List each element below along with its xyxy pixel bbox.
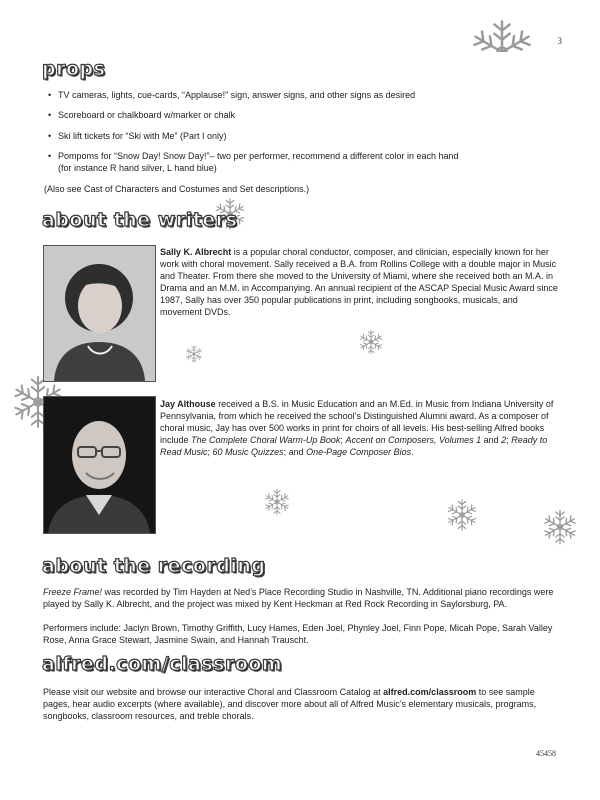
snowflake-icon — [462, 0, 542, 52]
book-title: 2 — [501, 435, 507, 445]
bio-text: ; — [340, 435, 346, 445]
sally-albrecht-bio — [160, 246, 558, 318]
bio-text: ; and — [283, 447, 307, 457]
paragraph-text: to see sample pages, hear audio excerpts (where available), and discover more about all of Alfred Music’s elementary musicals, programs, songbooks, classroom resources, and treble chorals. — [43, 687, 537, 721]
bio-text: . — [411, 447, 414, 457]
classroom-heading: alfred.com/classroom — [42, 653, 283, 675]
book-title: Ready to Read Music — [160, 435, 548, 457]
book-title: Accent on Composers, Volumes 1 — [345, 435, 482, 445]
writers-heading: about the writers — [42, 209, 238, 231]
list-item-text: Pompoms for “Snow Day! Snow Day!”– two per performer, recommend a different color in each hand — [58, 150, 459, 161]
list-item: • Scoreboard or chalkboard w/marker or chalk — [44, 109, 544, 121]
work-title: Freeze Frame! — [43, 587, 103, 597]
sally-albrecht-photo — [43, 245, 156, 382]
props-list — [44, 89, 544, 179]
paragraph-text: was recorded by Tim Hayden at Ned’s Place Recording Studio in Nashville, TN. Additional piano recordings were played by Sally K. Albrecht, and the project was mixed by Kent Heckman at Red Rock Recording in Saylorsburg, PA. — [43, 587, 554, 609]
list-item-text: (for instance R hand silver, L hand blue) — [58, 162, 217, 173]
classroom-paragraph — [43, 686, 555, 722]
snowflake-icon — [540, 507, 580, 547]
page-number: 3 — [557, 36, 562, 46]
bio-text: ; — [506, 435, 512, 445]
paragraph-text: Please visit our website and browse our interactive Choral and Classroom Catalog at — [43, 687, 384, 697]
writer-name: Sally K. Albrecht — [160, 247, 232, 257]
recording-paragraph — [43, 586, 555, 610]
bio-text: and — [481, 435, 502, 445]
catalog-number: 45458 — [536, 749, 556, 758]
writer-name: Jay Althouse — [160, 399, 216, 409]
jay-althouse-bio — [160, 398, 558, 458]
classroom-link[interactable]: alfred.com/classroom — [383, 687, 477, 697]
props-note: (Also see Cast of Characters and Costumes and Set descriptions.) — [44, 184, 310, 194]
recording-heading: about the recording — [42, 555, 266, 577]
snowflake-icon — [184, 344, 204, 364]
jay-althouse-photo — [43, 396, 156, 534]
snowflake-icon — [444, 497, 480, 533]
bio-text: ; — [207, 447, 213, 457]
list-item: • Ski lift tickets for “Ski with Me” (Part I only) — [44, 130, 544, 142]
props-heading: props — [42, 58, 106, 80]
bio-text: received a B.S. in Music Education and an M.Ed. in Music from Indiana University of Pennsylvania, from which he received the school’s Distinguished Alumni award. As a composer of choral music, Jay has over 500 works in print for choirs of all levels. His best-selling Alfred books include — [160, 399, 554, 445]
book-title: One-Page Composer Bios — [306, 447, 412, 457]
book-title: The Complete Choral Warm-Up Book — [191, 435, 341, 445]
performers-paragraph: Performers include: Jaclyn Brown, Timothy Griffith, Lucy Hames, Eden Joel, Phynley Joel, Finn Pope, Micah Pope, Sarah Valley Rose, Anna Grace Stewart, Jasmine Swain, and Hannah Trauscht. — [43, 623, 553, 645]
bio-text: is a popular choral conductor, composer, and clinician, especially known for her work with choral movement. Sally received a B.A. from Rollins College with a double major in Music and Theater. From there she moved to the University of Miami, where she received both an M.A. in Drama and an M.M. in Accompanying. An annual recipient of the ASCAP Special Music Award since 1987, Sally has over 350 popular publications in print, including songbooks, musicals, and movement DVDs. — [160, 247, 558, 317]
snowflake-icon — [262, 487, 292, 517]
book-title: 60 Music Quizzes — [212, 447, 284, 457]
list-item — [44, 150, 544, 174]
list-item: • TV cameras, lights, cue-cards, “Applause!” sign, answer signs, and other signs as desired — [44, 89, 544, 101]
snowflake-icon — [357, 328, 385, 356]
